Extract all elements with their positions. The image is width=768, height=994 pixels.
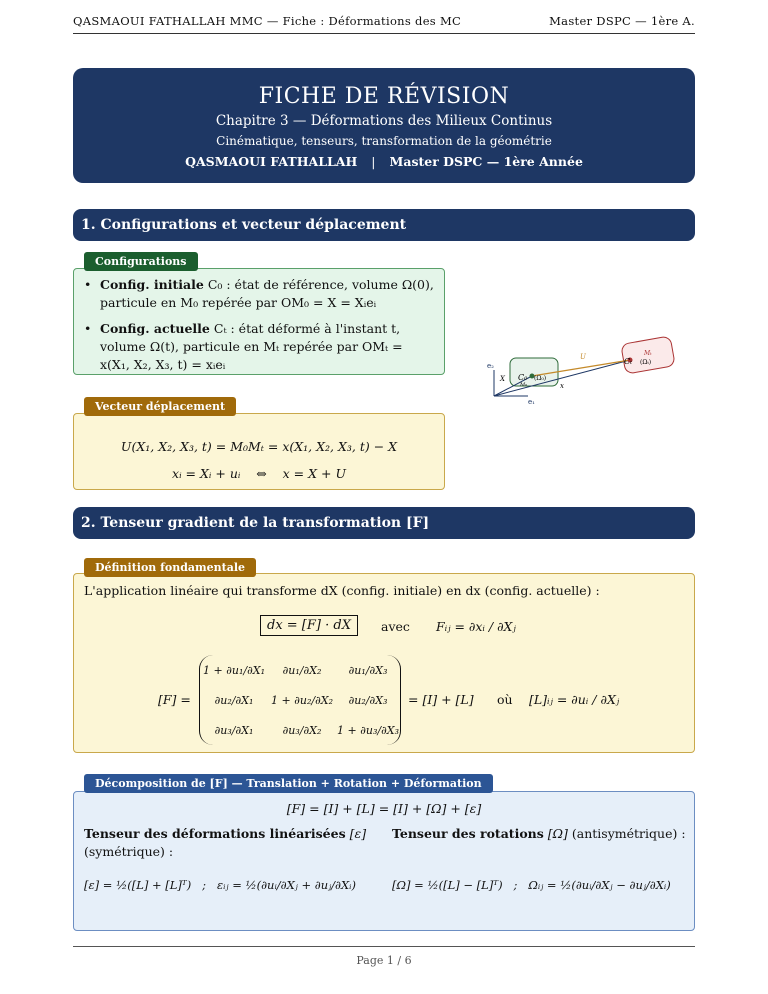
- matrix-cell: ∂u₂/∂X₁: [214, 693, 254, 707]
- matrix-cell: 1 + ∂u₃/∂X₃: [336, 723, 400, 737]
- C0-label: C₀: [518, 373, 528, 382]
- F-matrix: [199, 655, 401, 745]
- X-label: X: [500, 375, 505, 383]
- strain-symbol: [ε]: [349, 826, 367, 841]
- banner-title: FICHE DE RÉVISION: [258, 84, 510, 109]
- section-1-header: 1. Configurations et vecteur déplacement: [73, 209, 695, 241]
- banner-program: Master DSPC — 1ère Année: [389, 154, 583, 169]
- e2-label: e₂: [487, 362, 494, 370]
- Lij-definition: [L]ᵢⱼ = ∂uᵢ / ∂Xⱼ: [529, 692, 620, 707]
- definition-avec: avec: [381, 619, 410, 634]
- header-rule: [73, 33, 695, 34]
- rotation-symbol: [Ω]: [547, 826, 568, 841]
- config-initial-text: C₀ : état de référence, volume Ω(0), particule en M₀ repérée par OM₀ = X = Xᵢeᵢ: [100, 277, 434, 310]
- config-actual-item: • Config. actuelle Cₜ : état déformé à l'instant t, volume Ω(t), particule en Mₜ repérée par OMₜ = x(X₁, X₂, X₃, t) = xᵢeᵢ: [84, 321, 403, 372]
- running-header: [73, 14, 695, 28]
- matrix-cell: ∂u₃/∂X₂: [282, 723, 322, 737]
- matrix-cell: ∂u₂/∂X₃: [348, 693, 388, 707]
- matrix-cell: ∂u₁/∂X₃: [348, 663, 388, 677]
- page-number: Page 1 / 6: [356, 954, 412, 967]
- config-initial-label: Config. initiale: [100, 277, 204, 292]
- definition-tag: Définition fondamentale: [84, 558, 256, 577]
- displacement-tag: Vecteur déplacement: [84, 397, 236, 416]
- deformation-figure: [480, 330, 680, 410]
- rotation-title: Tenseur des rotations: [392, 826, 544, 841]
- matrix-cell: ∂u₁/∂X₂: [282, 663, 322, 677]
- config-initial-item: • Config. initiale C₀ : état de référence, volume Ω(0), particule en M₀ repérée par OM₀ = X = Xᵢeᵢ: [84, 277, 434, 310]
- config-actual-text: Cₜ : état déformé à l'instant t, volume Ω(t), particule en Mₜ repérée par OMₜ = x(X₁, X₂, X₃, t) = xᵢeᵢ: [100, 321, 403, 372]
- matrix-cell: 1 + ∂u₂/∂X₂: [270, 693, 334, 707]
- displacement-equation-2: xᵢ = Xᵢ + uᵢ ⇔ x = X + U: [172, 466, 346, 481]
- Ct-label: Cₜ: [624, 357, 633, 366]
- banner-separator: |: [371, 154, 376, 169]
- displacement-equation-1: U(X₁, X₂, X₃, t) = M₀Mₜ = x(X₁, X₂, X₃, t) − X: [120, 439, 398, 454]
- strain-title: Tenseur des déformations linéarisées: [84, 826, 346, 841]
- banner-chapter: Chapitre 3 — Déformations des Milieux Continus: [215, 113, 553, 129]
- header-right: Master DSPC — 1ère A.: [549, 14, 695, 28]
- F-sum: = [I] + [L]: [408, 692, 474, 707]
- rotation-tensor-title: [392, 825, 688, 843]
- strain-note: (symétrique) :: [84, 844, 174, 859]
- ou-label: où: [497, 692, 513, 707]
- fij-definition: Fᵢⱼ = ∂xᵢ / ∂Xⱼ: [436, 619, 516, 634]
- title-banner: [73, 68, 695, 183]
- e1-label: e₁: [528, 398, 535, 406]
- matrix-cell: ∂u₃/∂X₁: [214, 723, 254, 737]
- configurations-tag: Configurations: [84, 252, 198, 271]
- decomposition-tag: Décomposition de [F] — Translation + Rotation + Déformation: [84, 774, 493, 793]
- decomposition-equation: [F] = [I] + [L] = [I] + [Ω] + [ε]: [286, 801, 482, 816]
- omega0-label: (Ω₀): [534, 375, 547, 382]
- section-2-header: 2. Tenseur gradient de la transformation [F]: [73, 507, 695, 539]
- footer-rule: [73, 946, 695, 947]
- strain-tensor-title: [84, 825, 376, 861]
- U-label: U: [580, 353, 586, 361]
- F-label: [F] =: [158, 692, 191, 707]
- strain-equation: [ε] = ½([L] + [L]ᵀ) ; εᵢⱼ = ½(∂uᵢ/∂Xⱼ + ∂uⱼ/∂Xᵢ): [84, 878, 356, 892]
- definition-equation: dx = [F] · dX: [260, 615, 358, 636]
- definition-intro: L'application linéaire qui transforme dX (config. initiale) en dx (config. actuelle) :: [84, 583, 600, 598]
- omegat-label: (Ωₜ): [640, 359, 652, 366]
- M0-label: M₀: [520, 382, 528, 388]
- x-label: x: [560, 382, 564, 390]
- banner-subtitle: Cinématique, tenseurs, transformation de la géométrie: [216, 134, 552, 148]
- config-actual-label: Config. actuelle: [100, 321, 210, 336]
- rotation-note: (antisymétrique) :: [571, 826, 686, 841]
- banner-author-line: [73, 154, 695, 169]
- header-left: QASMAOUI FATHALLAH MMC — Fiche : Déformations des MC: [73, 14, 462, 28]
- banner-author: QASMAOUI FATHALLAH: [185, 154, 358, 169]
- Mt-label: Mₜ: [644, 350, 652, 357]
- rotation-equation: [Ω] = ½([L] − [L]ᵀ) ; Ωᵢⱼ = ½(∂uᵢ/∂Xⱼ − ∂uⱼ/∂Xᵢ): [392, 878, 671, 892]
- matrix-cell: 1 + ∂u₁/∂X₁: [202, 663, 266, 677]
